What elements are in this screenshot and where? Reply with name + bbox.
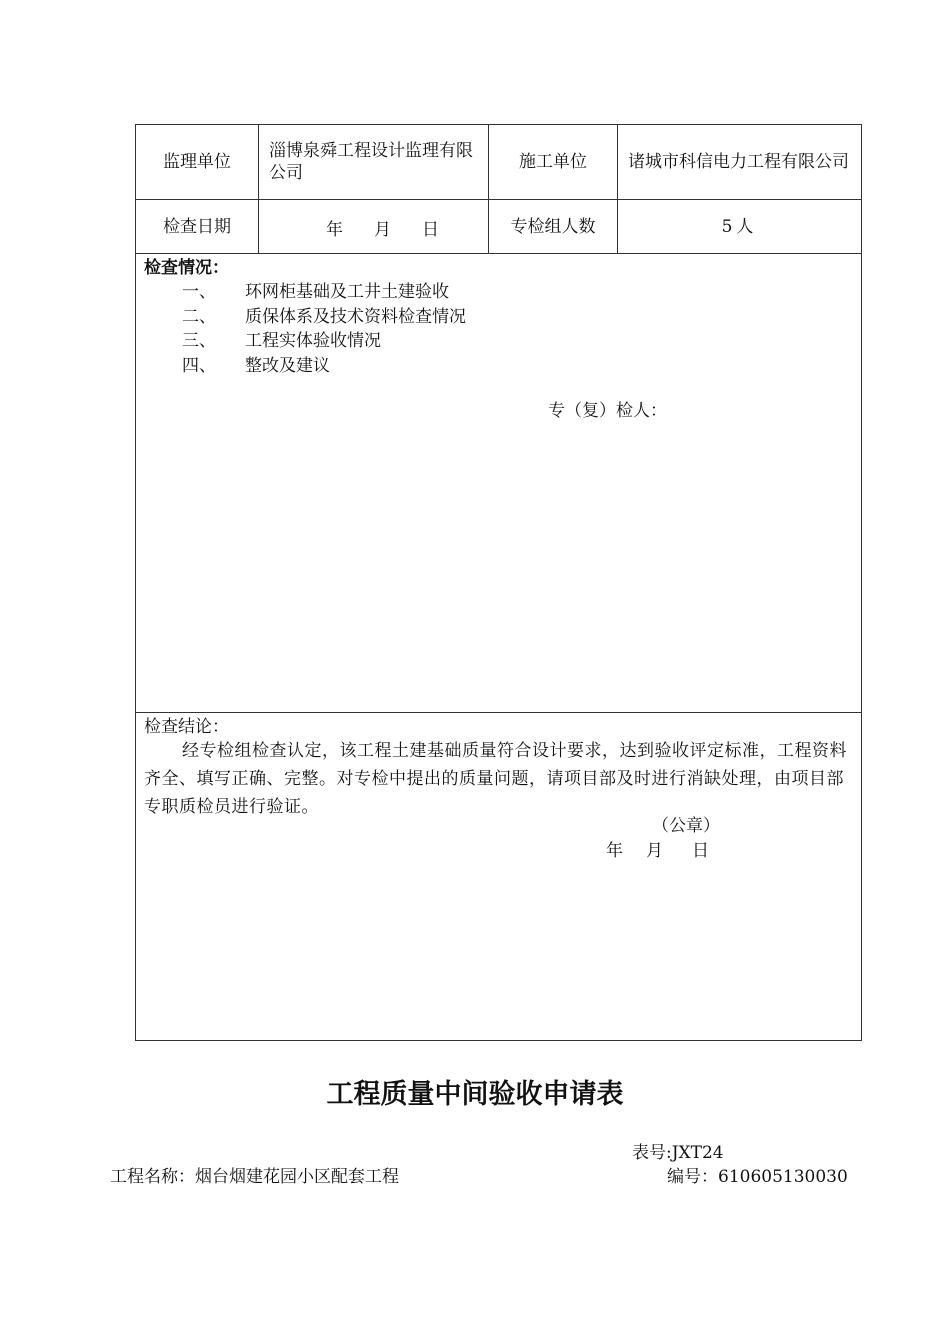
table-border-inspection-bottom bbox=[135, 712, 862, 713]
inspection-item-text: 整改及建议 bbox=[245, 356, 330, 376]
conclusion-month: 月 bbox=[646, 841, 663, 861]
table-border-left bbox=[135, 124, 136, 1041]
form-number: 表号:JXT24 bbox=[632, 1143, 724, 1163]
date-year: 年 bbox=[326, 220, 343, 240]
inspector-label: 专（复）检人： bbox=[548, 401, 667, 421]
inspection-item-text: 环网柜基础及工井土建验收 bbox=[245, 282, 449, 302]
inspection-item-num: 三、 bbox=[182, 331, 216, 351]
date-value bbox=[259, 200, 488, 253]
conclusion-year: 年 bbox=[606, 841, 623, 861]
form-title: 工程质量中间验收申请表 bbox=[326, 1079, 624, 1110]
serial-number: 编号：610605130030 bbox=[667, 1167, 848, 1187]
inspection-item-num: 四、 bbox=[182, 356, 216, 376]
supervisor-label: 监理单位 bbox=[163, 152, 231, 172]
inspection-item-text: 工程实体验收情况 bbox=[245, 331, 381, 351]
date-day: 日 bbox=[422, 220, 439, 240]
contractor-label: 施工单位 bbox=[519, 152, 587, 172]
date-label: 检查日期 bbox=[163, 216, 231, 237]
table-border-bottom bbox=[135, 1040, 862, 1041]
inspection-heading: 检查情况： bbox=[144, 258, 229, 278]
table-border-right bbox=[861, 124, 862, 1041]
table-border-row2-bottom bbox=[135, 253, 862, 254]
inspection-item-text: 质保体系及技术资料检查情况 bbox=[245, 307, 466, 327]
contractor-value: 诸城市科信电力工程有限公司 bbox=[628, 152, 849, 172]
conclusion-heading: 检查结论： bbox=[144, 717, 229, 737]
conclusion-body: 经专检组检查认定，该工程土建基础质量符合设计要求，达到验收评定标准，工程资料齐全、填写正确、完整。对专检中提出的质量问题，请项目部及时进行消缺处理，由项目部专职质检员进行验证。 bbox=[144, 741, 847, 817]
conclusion-day: 日 bbox=[692, 841, 709, 861]
supervisor-value: 淄博泉舜工程设计监理有限公司 bbox=[269, 141, 473, 183]
date-month: 月 bbox=[374, 220, 391, 240]
seal-label: （公章） bbox=[652, 816, 720, 836]
count-value: 5人 bbox=[721, 216, 758, 237]
inspection-item-num: 二、 bbox=[182, 307, 216, 327]
count-label: 专检组人数 bbox=[510, 216, 596, 237]
inspection-item-num: 一、 bbox=[182, 282, 216, 302]
project-name: 工程名称：烟台烟建花园小区配套工程 bbox=[110, 1167, 399, 1187]
